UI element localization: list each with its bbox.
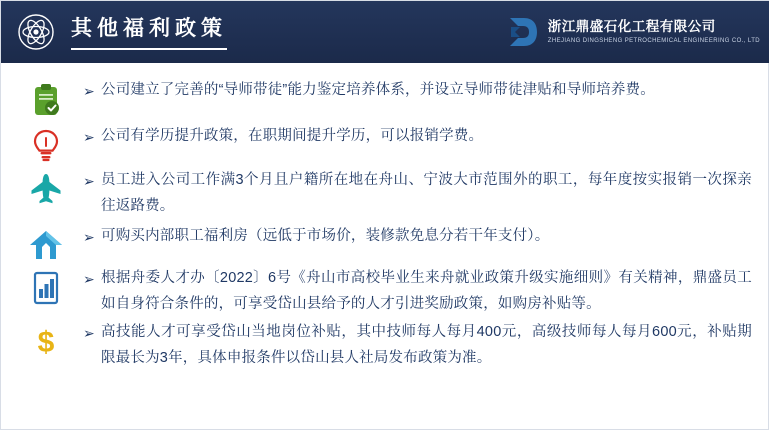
company-name-en: ZHEJIANG DINGSHENG PETROCHEMICAL ENGINEERING CO., LTD bbox=[547, 37, 760, 44]
page-title: 其他福利政策 bbox=[71, 14, 227, 50]
clipboard-check-icon bbox=[9, 77, 83, 117]
bullet-icon: ➢ bbox=[83, 129, 95, 145]
list-item-text: 员工进入公司工作满3个月且户籍所在地在舟山、宁波大市范围外的职工，每年度按实报销一次探亲往返路费。 bbox=[101, 172, 752, 214]
svg-text:$: $ bbox=[37, 326, 55, 359]
list-item-text: 高技能人才可享受岱山当地岗位补贴，其中技师每人每月400元，高级技师每人每月600元，补贴期限最长为3年，具体申报条件以岱山县人社局发布政策为准。 bbox=[101, 324, 752, 366]
company-logo-block bbox=[506, 15, 760, 49]
bullet-icon: ➢ bbox=[83, 325, 95, 341]
bullet-icon: ➢ bbox=[83, 271, 95, 287]
list-item-text: 根据舟委人才办〔2022〕6号《舟山市高校毕业生来舟就业政策升级实施细则》有关精神，鼎盛员工如自身符合条件的，可享受岱山县给予的人才引进奖励政策，如购房补贴等。 bbox=[101, 270, 752, 312]
airplane-icon bbox=[9, 167, 83, 205]
list-item-text: 公司有学历提升政策，在职期间提升学历，可以报销学费。 bbox=[101, 128, 484, 144]
benefits-list bbox=[1, 63, 769, 431]
bar-chart-building-icon bbox=[9, 265, 83, 305]
list-item-text: 公司建立了完善的“导师带徒”能力鉴定培养体系，并设立导师带徒津贴和导师培养费。 bbox=[101, 82, 655, 98]
list-item bbox=[9, 123, 756, 163]
bullet-icon: ➢ bbox=[83, 229, 95, 245]
dingsheng-logo-icon bbox=[506, 15, 540, 49]
bullet-icon: ➢ bbox=[83, 173, 95, 189]
list-item bbox=[9, 223, 756, 261]
house-icon bbox=[9, 223, 83, 261]
atom-icon bbox=[17, 13, 55, 51]
list-item-text: 可购买内部职工福利房（远低于市场价，装修款免息分若干年支付）。 bbox=[101, 228, 550, 244]
slide-header bbox=[1, 1, 769, 63]
lightbulb-icon bbox=[9, 123, 83, 163]
dollar-sign-icon bbox=[9, 319, 83, 359]
list-item bbox=[9, 319, 756, 371]
list-item bbox=[9, 265, 756, 317]
company-name-cn: 浙江鼎盛石化工程有限公司 bbox=[547, 18, 716, 34]
bullet-icon: ➢ bbox=[83, 83, 95, 99]
list-item bbox=[9, 77, 756, 117]
list-item bbox=[9, 167, 756, 219]
